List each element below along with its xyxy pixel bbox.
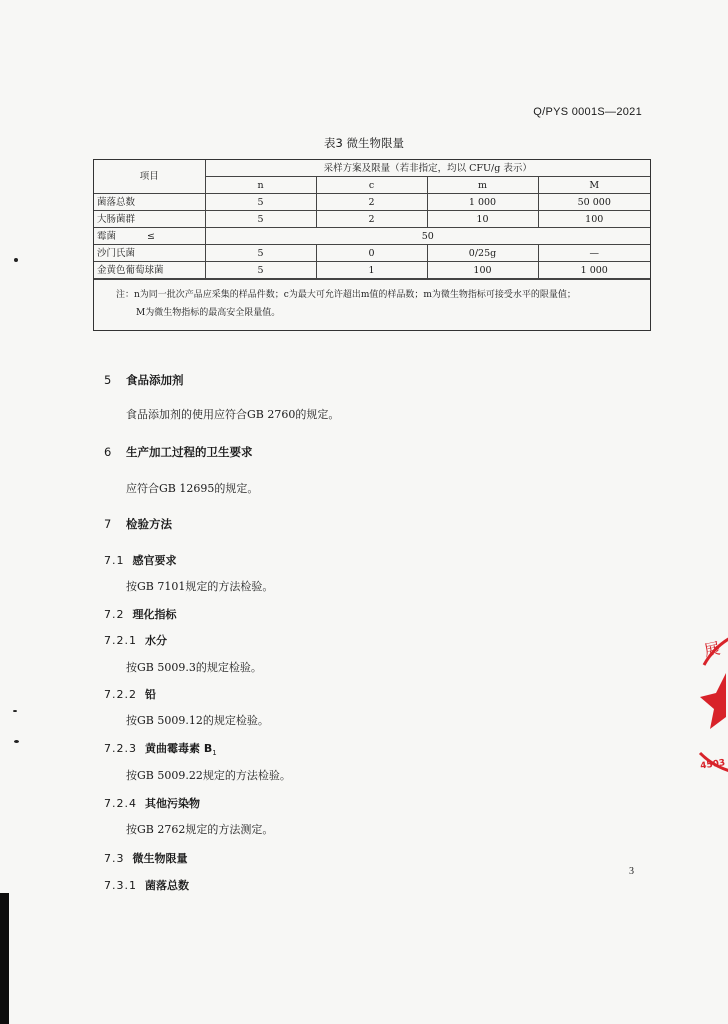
section-7-1-heading: 7.1 感官要求	[104, 554, 177, 567]
table-row	[94, 245, 650, 262]
cell-item: 沙门氏菌	[94, 245, 205, 262]
less-equal-symbol: ≤	[147, 230, 156, 242]
header-n: n	[205, 177, 316, 194]
mold-label: 霉菌	[97, 230, 117, 242]
cell-M: 1 000	[538, 262, 650, 279]
table-row-mold	[94, 228, 650, 245]
cell-c: 2	[316, 211, 427, 228]
cell-M: 50 000	[538, 194, 650, 211]
cell-item: 金黄色葡萄球菌	[94, 262, 205, 279]
cell-m: 0/25g	[427, 245, 538, 262]
header-m-lower: m	[427, 177, 538, 194]
section-6-heading: 6 生产加工过程的卫生要求	[104, 445, 253, 459]
note-line-1: 注：n为同一批次产品应采集的样品件数；c为最大可允许超出m值的样品数；m为微生物指标可接受水平的限量值；	[116, 290, 576, 300]
cell-n: 5	[205, 211, 316, 228]
section-7-2-heading: 7.2 理化指标	[104, 608, 177, 621]
cell-m: 1 000	[427, 194, 538, 211]
section-7-2-3-heading: 7.2.3 黄曲霉毒素 $B_1$	[104, 742, 217, 758]
scan-speck	[14, 740, 19, 743]
section-7-3-1-heading: 7.3.1 菌落总数	[104, 879, 189, 892]
cell-c: 2	[316, 194, 427, 211]
cell-n: 5	[205, 245, 316, 262]
cell-m: 10	[427, 211, 538, 228]
table-note	[94, 279, 650, 330]
cell-n: 5	[205, 262, 316, 279]
section-7-2-1-text: 按GB 5009.3的规定检验。	[126, 661, 262, 674]
table-row	[94, 262, 650, 279]
header-item: 项目	[94, 160, 205, 194]
scan-speck	[14, 258, 18, 262]
scan-edge-shadow	[0, 893, 9, 1024]
section-7-2-4-heading: 7.2.4 其他污染物	[104, 797, 200, 810]
cell-mold-value: 50	[205, 228, 650, 245]
section-7-2-4-text: 按GB 2762规定的方法测定。	[126, 823, 274, 836]
section-5-text: 食品添加剂的使用应符合GB 2760的规定。	[126, 408, 340, 421]
page-number: 3	[629, 866, 634, 877]
section-6-text: 应符合GB 12695的规定。	[126, 482, 259, 495]
svg-text:展: 展	[702, 638, 722, 661]
table-row	[94, 211, 650, 228]
table-header-row	[94, 160, 650, 177]
section-7-2-3-text: 按GB 5009.22规定的方法检验。	[126, 769, 291, 782]
note-line-2: M为微生物指标的最高安全限量值。	[136, 308, 281, 318]
cell-n: 5	[205, 194, 316, 211]
cell-M: 100	[538, 211, 650, 228]
cell-c: 0	[316, 245, 427, 262]
cell-item: 菌落总数	[94, 194, 205, 211]
header-sampling-plan: 采样方案及限量（若非指定，均以 CFU/g 表示）	[205, 160, 650, 177]
cell-c: 1	[316, 262, 427, 279]
header-c: c	[316, 177, 427, 194]
table-title: 表3 微生物限量	[324, 136, 404, 150]
section-7-3-heading: 7.3 微生物限量	[104, 852, 188, 865]
section-7-1-text: 按GB 7101规定的方法检验。	[126, 580, 274, 593]
header-m-upper: M	[538, 177, 650, 194]
section-7-2-2-heading: 7.2.2 铅	[104, 688, 156, 701]
table-row	[94, 194, 650, 211]
cell-M: —	[538, 245, 650, 262]
seal-stamp	[696, 625, 728, 775]
cell-item	[94, 228, 205, 245]
subscript: 1	[212, 749, 217, 758]
section-7-2-1-heading: 7.2.1 水分	[104, 634, 167, 647]
section-7-heading: 7 检验方法	[104, 517, 172, 531]
section-5-heading: 5 食品添加剂	[104, 373, 184, 387]
scan-speck	[13, 710, 17, 712]
document-code: Q/PYS 0001S—2021	[533, 106, 642, 118]
microbial-limits-table	[93, 159, 651, 331]
cell-m: 100	[427, 262, 538, 279]
seal-stamp-graphic	[696, 625, 728, 775]
cell-item: 大肠菌群	[94, 211, 205, 228]
section-7-2-2-text: 按GB 5009.12的规定检验。	[126, 714, 269, 727]
svg-text:4503: 4503	[699, 758, 726, 772]
